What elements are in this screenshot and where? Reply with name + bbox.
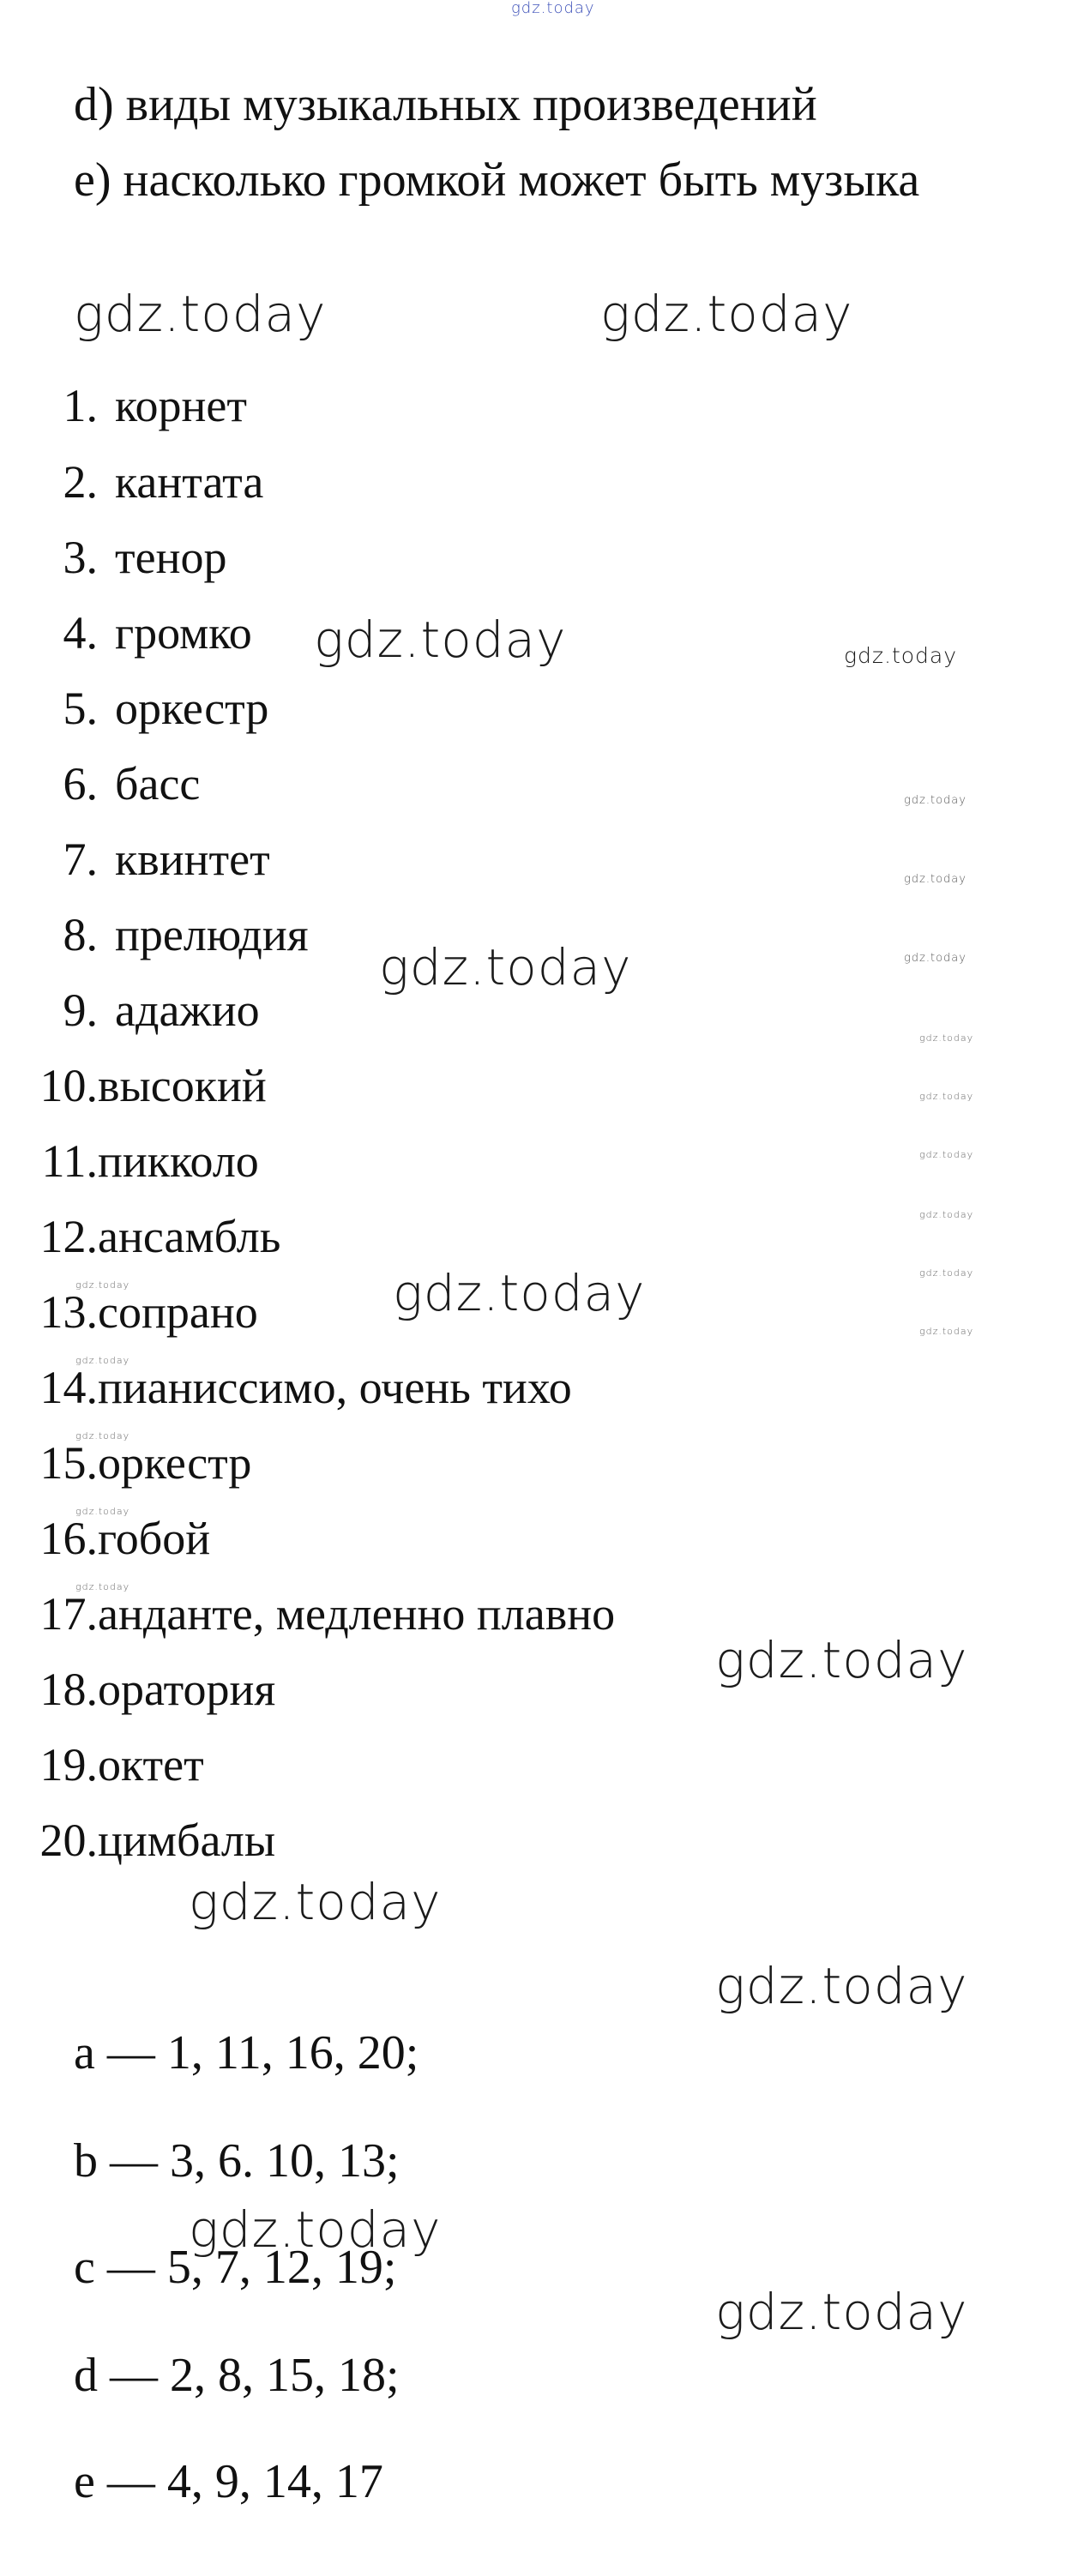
list-item: 20.цимбалы xyxy=(39,1815,276,1866)
answer-a: a — 1, 11, 16, 20; xyxy=(74,2026,419,2079)
list-item: 7. квинтет xyxy=(63,834,270,885)
list-item: 11.пикколо xyxy=(41,1135,259,1187)
list-item: 9. адажио xyxy=(63,984,260,1036)
header-line-e: e) насколько громкой может быть музыка xyxy=(74,153,920,207)
watermark-tiny: gdz.today xyxy=(75,1581,130,1592)
watermark-tiny: gdz.today xyxy=(919,1326,974,1337)
watermark-tiny: gdz.today xyxy=(919,1267,974,1279)
list-item: 10.высокий xyxy=(39,1060,267,1111)
watermark-tiny: gdz.today xyxy=(919,1209,974,1220)
watermark-large: gdz.today xyxy=(715,2283,968,2341)
header-line-d: d) виды музыкальных произведений xyxy=(74,78,817,131)
list-item: 18.оратория xyxy=(39,1664,276,1715)
answer-b: b — 3, 6. 10, 13; xyxy=(74,2134,400,2188)
watermark-tiny: gdz.today xyxy=(75,1279,130,1291)
watermark-large: gdz.today xyxy=(600,285,853,343)
list-item: 1. корнет xyxy=(63,380,247,431)
list-item: 17.анданте, медленно плавно xyxy=(39,1588,616,1640)
watermark-large: gdz.today xyxy=(189,1873,442,1931)
list-item: 6. басс xyxy=(63,758,201,810)
watermark-tiny: gdz.today xyxy=(919,1091,974,1102)
list-item: 12.ансамбль xyxy=(39,1211,281,1262)
watermark-tiny: gdz.today xyxy=(75,1506,130,1517)
watermark-tiny: gdz.today xyxy=(919,1149,974,1160)
watermark-large: gdz.today xyxy=(715,1631,968,1689)
list-item: 8. прелюдия xyxy=(63,909,309,960)
watermark-small: gdz.today xyxy=(904,873,967,886)
list-item: 5. оркестр xyxy=(63,683,269,734)
list-item: 16.гобой xyxy=(39,1513,211,1564)
watermark-large: gdz.today xyxy=(74,285,327,343)
list-item: 19.октет xyxy=(39,1739,204,1791)
watermark-large: gdz.today xyxy=(379,938,632,996)
list-item: 2. кантата xyxy=(63,456,264,508)
watermark-tiny: gdz.today xyxy=(75,1430,130,1441)
watermark-large: gdz.today xyxy=(393,1264,646,1322)
answer-c: c — 5, 7, 12, 19; xyxy=(74,2241,397,2294)
watermark-top: gdz.today xyxy=(511,0,595,17)
watermark-small: gdz.today xyxy=(904,794,967,807)
list-item: 15.оркестр xyxy=(39,1437,252,1489)
watermark-small: gdz.today xyxy=(904,952,967,965)
list-item: 13.сопрано xyxy=(39,1286,258,1338)
watermark-tiny: gdz.today xyxy=(75,1355,130,1366)
watermark-large: gdz.today xyxy=(314,611,567,669)
watermark-large: gdz.today xyxy=(715,1957,968,2015)
answer-e: e — 4, 9, 14, 17 xyxy=(74,2455,383,2508)
answer-d: d — 2, 8, 15, 18; xyxy=(74,2349,400,2402)
list-item: 3. тенор xyxy=(63,532,227,583)
watermark-medium: gdz.today xyxy=(844,643,958,668)
list-item: 14.пианиссимо, очень тихо xyxy=(39,1362,572,1413)
list-item: 4. громко xyxy=(63,607,252,659)
watermark-large: gdz.today xyxy=(189,2200,442,2259)
watermark-tiny: gdz.today xyxy=(919,1032,974,1044)
